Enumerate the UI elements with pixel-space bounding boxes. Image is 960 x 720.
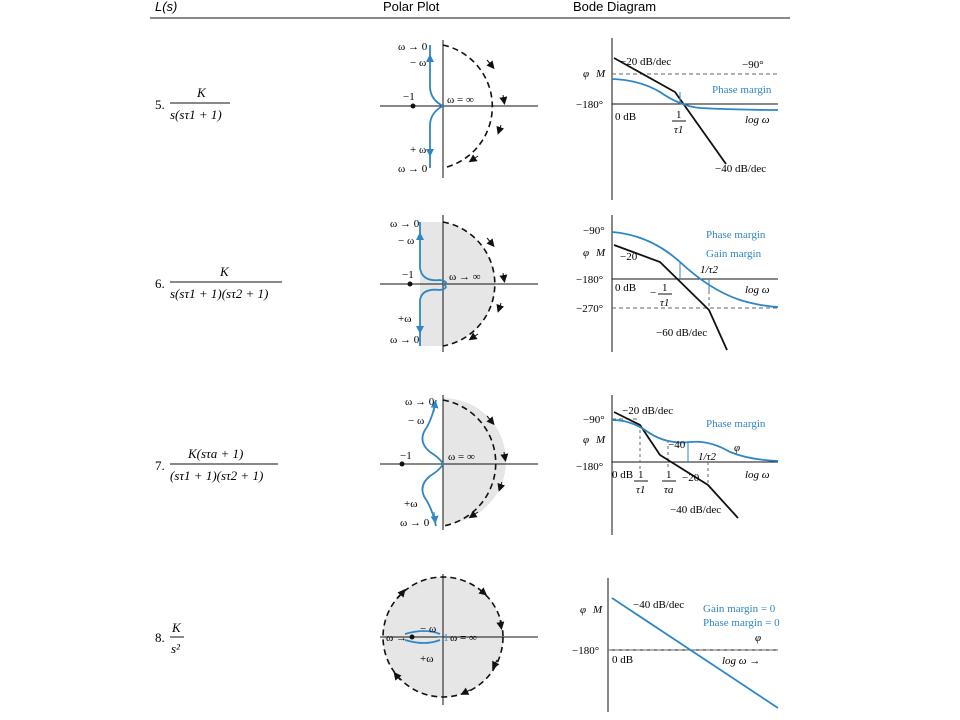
polar-curve-lower (430, 106, 443, 168)
row-8-number: 8. (155, 630, 165, 645)
label-slope: −60 dB/dec (656, 327, 708, 339)
label-inv-tau2: 1/τ2 (698, 451, 716, 463)
label-minus1: −1 (400, 450, 412, 462)
label-m40: −40 (668, 439, 686, 451)
label-one: 1 (662, 282, 668, 294)
label-tau: τ1 (674, 124, 684, 136)
label-pos-w: +ω (404, 498, 418, 510)
arc-arrow-2 (503, 95, 504, 101)
label-w0-bot: ω → 0 (398, 163, 428, 175)
label-one: 1 (676, 109, 682, 121)
row-6-tf-numerator: K (220, 264, 229, 279)
label-phase-margin: Phase margin = 0 (703, 617, 780, 629)
label-0db: 0 dB (615, 282, 637, 294)
label-w0-top: ω → 0 (405, 396, 435, 408)
row-8-bode-diagram (572, 578, 780, 712)
minus-one-point (400, 462, 405, 467)
row-7-number: 7. (155, 458, 165, 473)
label-m90: −90° (583, 225, 605, 237)
label-m180: −180° (572, 645, 600, 657)
label-winf: ω = ∞ (450, 632, 477, 644)
row-6 (155, 215, 778, 352)
label-m180: −180° (576, 274, 604, 286)
arc-arrow-4 (472, 156, 478, 160)
label-phase-margin: Phase margin (706, 418, 766, 430)
label-m180: −180° (576, 461, 604, 473)
label-slope2: −40 dB/dec (715, 163, 767, 175)
label-slope2: −40 dB/dec (670, 504, 722, 516)
polar-curve-upper (422, 400, 443, 464)
label-m270: −270° (576, 303, 604, 315)
label-one-a: 1 (638, 469, 644, 481)
arc-arrow-1 (487, 238, 492, 244)
table-header (150, 0, 790, 18)
label-neg-w: − ω (420, 623, 437, 635)
label-m90: −90° (583, 414, 605, 426)
label-neg-w: − ω (408, 415, 425, 427)
arc-arrow-4 (472, 334, 478, 338)
label-tau: τ1 (660, 297, 670, 309)
label-m20: −20 (620, 251, 638, 263)
label-phi2: φ (755, 632, 762, 644)
label-phi: φ (583, 68, 590, 80)
label-phase-margin: Phase margin (712, 84, 772, 96)
label-m20: −20 (682, 472, 700, 484)
row-5 (155, 38, 778, 200)
row-5-bode-diagram (576, 38, 778, 200)
label-phi: φ (583, 247, 590, 259)
label-M: M (593, 604, 603, 616)
row-8 (155, 574, 780, 712)
label-pos-w: + ω (410, 144, 427, 156)
row-5-polar-plot (380, 40, 538, 178)
row-6-number: 6. (155, 276, 165, 291)
label-winf: ω = ∞ (448, 451, 475, 463)
label-minus1: −1 (403, 91, 415, 103)
header-polar-plot: Polar Plot (383, 0, 440, 14)
label-phase-margin: Phase margin (706, 229, 766, 241)
label-gain-margin: Gain margin (706, 248, 762, 260)
row-7-tf-numerator: K(sτa + 1) (188, 446, 244, 461)
label-0db: 0 dB (615, 111, 637, 123)
label-M: M (596, 247, 606, 259)
row-6-polar-plot (380, 215, 538, 352)
polar-curve-upper (430, 45, 443, 106)
row-6-tf-denominator: s(sτ1 + 1)(sτ2 + 1) (170, 286, 269, 301)
label-one-b: 1 (666, 469, 672, 481)
row-8-tf-denominator: s² (171, 641, 180, 656)
header-bode-diagram: Bode Diagram (573, 0, 657, 14)
label-taua: τa (664, 484, 674, 496)
row-7-polar-plot (380, 395, 538, 530)
row-8-polar-plot (380, 574, 538, 705)
label-w0-top: ω → 0 (390, 218, 420, 230)
header-ls: L(s) (155, 0, 178, 14)
label-phi2: φ (734, 442, 741, 454)
label-M: M (596, 68, 606, 80)
label-w-arrow: ω → (386, 632, 407, 644)
label-logw: log ω (745, 469, 770, 481)
label-logw: log ω (745, 284, 770, 296)
label-logw: log ω → (722, 655, 761, 667)
label-m90: −90° (742, 59, 764, 71)
arc-arrow-3 (499, 303, 501, 309)
minus-one-point (408, 282, 413, 287)
row-6-bode-diagram (576, 215, 778, 352)
row-8-tf-numerator: K (172, 620, 181, 635)
label-pos-w: +ω (398, 313, 412, 325)
row-5-tf-numerator: K (197, 85, 206, 100)
label-neg-w: − ω (398, 235, 415, 247)
label-winf: ω → ∞ (449, 271, 481, 283)
label-phi: φ (583, 434, 590, 446)
minus-one-point (410, 635, 415, 640)
row-7-tf-denominator: (sτ1 + 1)(sτ2 + 1) (170, 468, 264, 483)
label-M: M (596, 434, 606, 446)
label-inv-tau2: 1/τ2 (700, 264, 718, 276)
label-tau1: τ1 (636, 484, 646, 496)
label-neg-w: − ω (410, 57, 427, 69)
label-minus1: −1 (402, 269, 414, 281)
label-w0-bot: ω → 0 (400, 517, 430, 529)
label-phi: φ (580, 604, 587, 616)
label-0db: 0 dB (612, 654, 634, 666)
row-7 (155, 395, 778, 535)
label-0db: 0 dB (612, 469, 634, 481)
label-logw: log ω (745, 114, 770, 126)
arc-arrow-2 (503, 273, 504, 279)
row-7-bode-diagram (576, 395, 778, 535)
arc-arrow-1 (487, 60, 492, 66)
label-w0-bot: ω → 0 (390, 334, 420, 346)
label-gain-margin: Gain margin = 0 (703, 603, 776, 615)
arc-arrow-3 (499, 125, 501, 131)
label-m180: −180° (576, 99, 604, 111)
label-slope1: −20 dB/dec (620, 56, 672, 68)
row-5-tf-denominator: s(sτ1 + 1) (170, 107, 222, 122)
label-w0-top: ω → 0 (398, 41, 428, 53)
label-pos-w: +ω (420, 653, 434, 665)
row-5-number: 5. (155, 97, 165, 112)
label-winf: ω = ∞ (447, 94, 474, 106)
label-slope1: −20 dB/dec (622, 405, 674, 417)
label-minus1: −1 (437, 632, 449, 644)
label-minus: − (650, 287, 657, 299)
label-slope: −40 dB/dec (633, 599, 685, 611)
minus-one-point (411, 104, 416, 109)
